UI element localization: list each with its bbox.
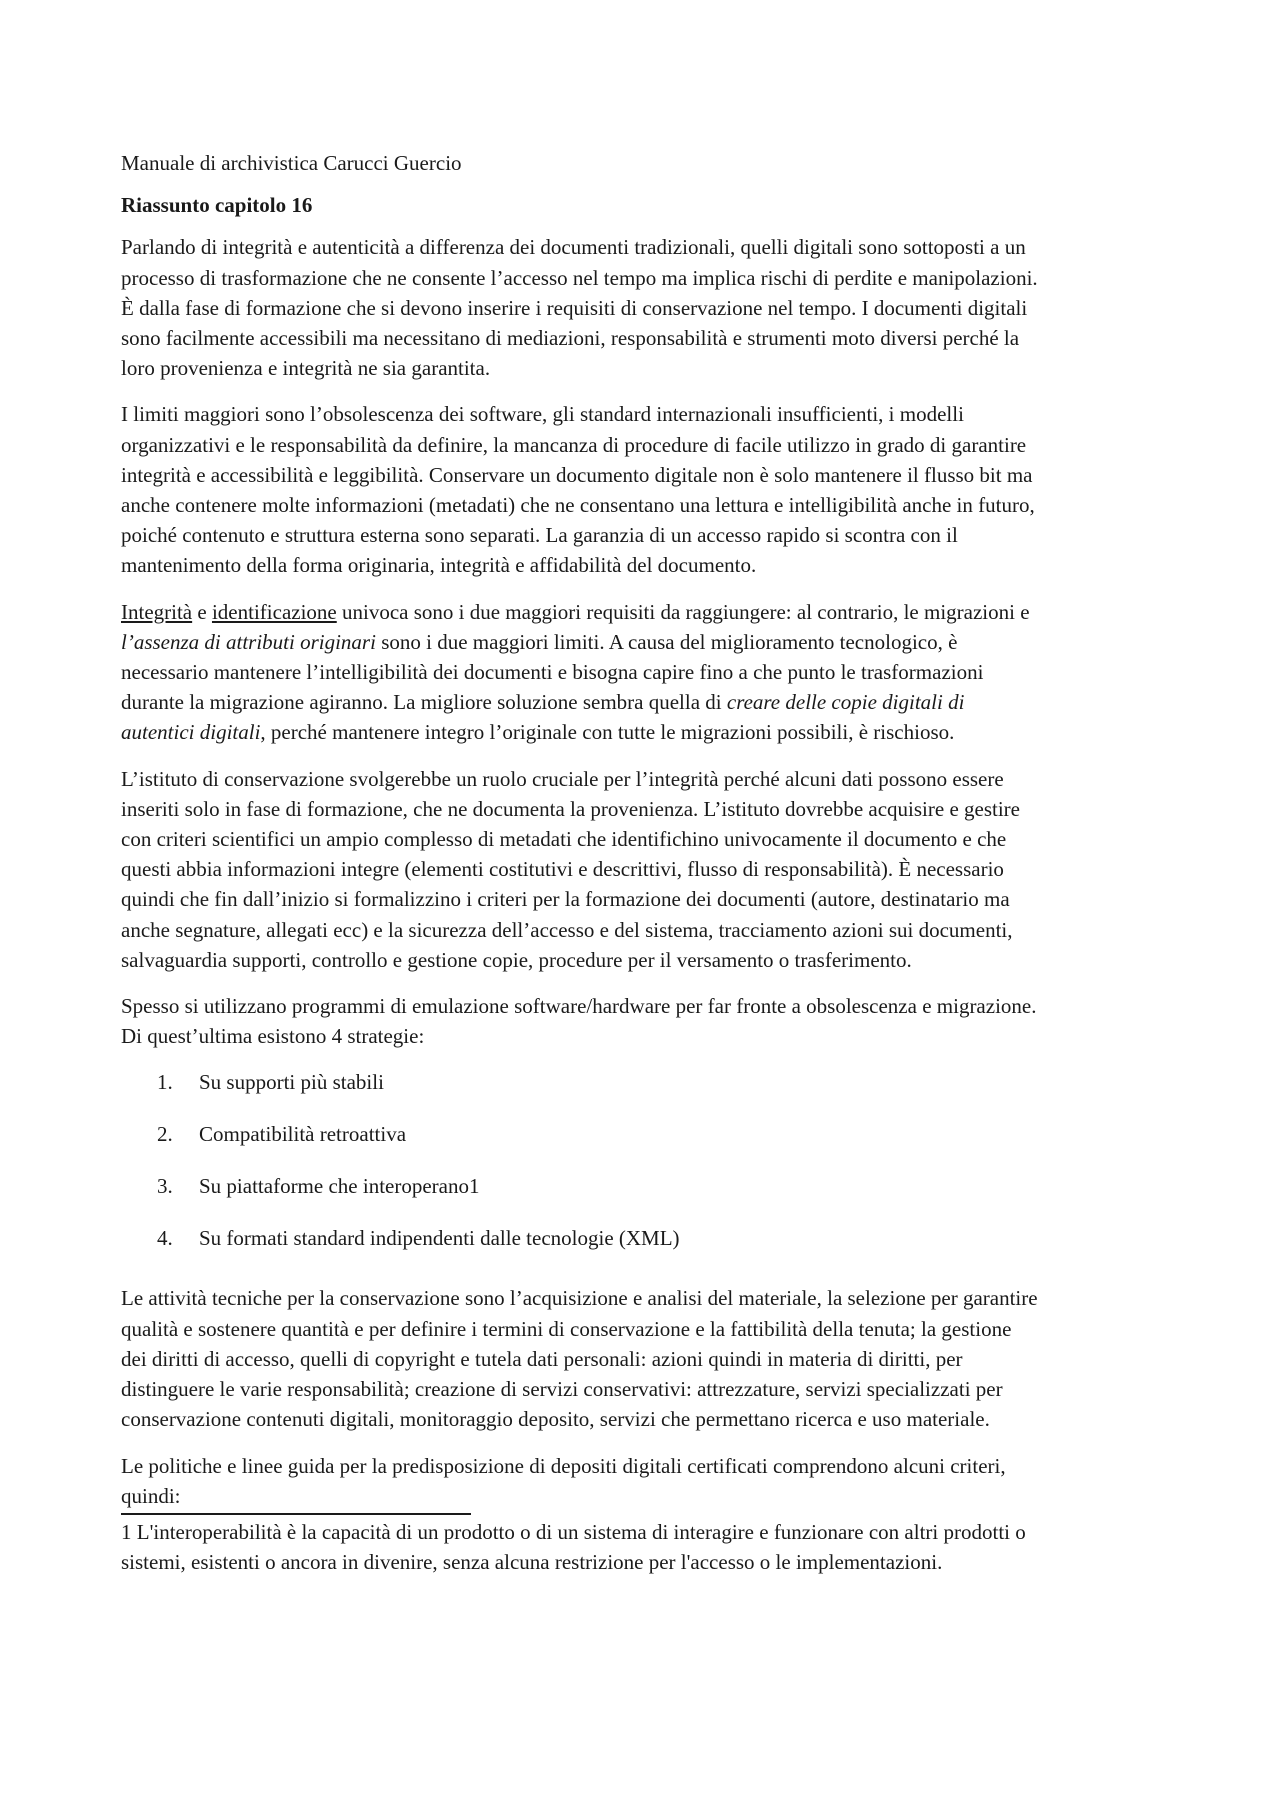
text-line: organizzativi e le responsabilità da definire, la mancanza di procedure di facile utilizzo in grado di garantire <box>121 432 1027 457</box>
text-run: univoca sono i due maggiori requisiti da raggiungere: al contrario, le migrazioni e <box>336 599 1030 624</box>
paragraph-requirements <box>121 597 1166 748</box>
list-item-text: Su supporti più stabili <box>199 1070 384 1095</box>
list-number: 3. <box>157 1174 173 1199</box>
list-item <box>121 1171 1166 1223</box>
text-line: inseriti solo in fase di formazione, che ne documenta la provenienza. L’istituto dovrebbe acquisire e gestire <box>121 796 1021 821</box>
text-line: Parlando di integrità e autenticità a differenza dei documenti tradizionali, quelli digitali sono sottoposti a un <box>121 235 1026 260</box>
underlined-term-integrita: Integrità <box>121 599 193 624</box>
text-line <box>121 627 1166 657</box>
paragraph-policies <box>121 1451 1166 1511</box>
list-item <box>121 1223 1166 1275</box>
text-line: qualità e sostenere quantità e per definire i termini di conservazione e la fattibilità della tenuta; la gestione <box>121 1316 1012 1341</box>
text-line: poiché contenuto e struttura esterna sono separati. La garanzia di un accesso rapido si scontra con il <box>121 523 958 548</box>
text-line: È dalla fase di formazione che si devono inserire i requisiti di conservazione nel tempo. I documenti digitali <box>121 295 1028 320</box>
text-line: anche segnature, allegati ecc) e la sicurezza dell’accesso e del sistema, tracciamento azioni sui documenti, <box>121 917 1013 942</box>
text-run: e <box>192 599 212 624</box>
text-line <box>121 597 1166 627</box>
text-line: conservazione contenuti digitali, monitoraggio deposito, servizi che permettano ricerca e uso materiale. <box>121 1407 990 1432</box>
underlined-term-identificazione: identificazione <box>211 599 337 624</box>
text-line <box>121 687 1166 717</box>
list-item-text: Su piattaforme che interoperano1 <box>199 1174 480 1199</box>
paragraph-activities <box>121 1283 1166 1434</box>
paragraph-integrity <box>121 232 1166 383</box>
text-line: quindi che fin dall’inizio si formalizzino i criteri per la formazione dei documenti (autore, destinatario ma <box>121 887 1010 912</box>
list-item-text: Su formati standard indipendenti dalle tecnologie (XML) <box>199 1226 680 1251</box>
text-line: sono facilmente accessibili ma necessitano di mediazioni, responsabilità e strumenti moto diversi perché la <box>121 326 1020 351</box>
list-item <box>121 1119 1166 1171</box>
text-line: loro provenienza e integrità ne sia garantita. <box>121 356 491 381</box>
list-number: 2. <box>157 1122 173 1147</box>
text-run: , perché mantenere integro l’originale con tutte le migrazioni possibili, è rischioso. <box>260 720 955 745</box>
text-line: questi abbia informazioni integre (elementi costitutivi e descrittivi, flusso di responsabilità). È necessario <box>121 857 1004 882</box>
footnote-line: 1 L'interoperabilità è la capacità di un prodotto o di un sistema di interagire e funzionare con altri prodotti o <box>121 1519 1026 1544</box>
text-line: mantenimento della forma originaria, integrità e affidabilità del documento. <box>121 553 757 578</box>
text-line: Spesso si utilizzano programmi di emulazione software/hardware per far fronte a obsolescenza e migrazione. <box>121 994 1037 1019</box>
paragraph-institute <box>121 764 1166 975</box>
text-line <box>121 717 1166 747</box>
text-line: L’istituto di conservazione svolgerebbe un ruolo cruciale per l’integrità perché alcuni dati possono essere <box>121 766 1004 791</box>
footnote-separator <box>121 1513 471 1515</box>
text-line: salvaguardia supporti, controllo e gestione copie, procedure per il versamento o trasferimento. <box>121 947 912 972</box>
text-line: necessario mantenere l’intelligibilità dei documenti e bisogna capire fino a che punto le trasformazioni <box>121 660 984 685</box>
paragraph-emulation <box>121 991 1166 1051</box>
text-line: Le attività tecniche per la conservazione sono l’acquisizione e analisi del materiale, la selezione per garantire <box>121 1286 1038 1311</box>
strategies-list <box>121 1067 1166 1275</box>
text-line: Di quest’ultima esistono 4 strategie: <box>121 1024 425 1049</box>
section-heading: Riassunto capitolo 16 <box>121 193 313 218</box>
document-page <box>121 148 1166 1577</box>
list-item-text: Compatibilità retroattiva <box>199 1122 407 1147</box>
text-run: durante la migrazione agiranno. La migliore soluzione sembra quella di <box>121 690 727 715</box>
footnote-line: sistemi, esistenti o ancora in divenire, senza alcuna restrizione per l'accesso o le implementazioni. <box>121 1550 943 1575</box>
list-item <box>121 1067 1166 1119</box>
list-number: 1. <box>157 1070 173 1095</box>
text-line: integrità e accessibilità e leggibilità. Conservare un documento digitale non è solo mantenere il flusso bit ma <box>121 462 1033 487</box>
text-line: distinguere le varie responsabilità; creazione di servizi conservativi: attrezzature, servizi specializzati per <box>121 1377 1003 1402</box>
italic-phrase: l’assenza di attributi originari <box>121 629 376 654</box>
text-line: processo di trasformazione che ne consente l’accesso nel tempo ma implica rischi di perdite e manipolazioni. <box>121 265 1038 290</box>
list-number: 4. <box>157 1226 173 1251</box>
paragraph-limits <box>121 399 1166 580</box>
text-line: Le politiche e linee guida per la predisposizione di depositi digitali certificati comprendono alcuni criteri, <box>121 1453 1006 1478</box>
text-run: sono i due maggiori limiti. A causa del miglioramento tecnologico, è <box>375 629 958 654</box>
text-line: I limiti maggiori sono l’obsolescenza dei software, gli standard internazionali insufficienti, i modelli <box>121 402 964 427</box>
italic-phrase: autentici digitali <box>121 720 261 745</box>
text-line: anche contenere molte informazioni (metadati) che ne consentano una lettura e intelligibilità anche in futuro, <box>121 493 1035 518</box>
document-title: Manuale di archivistica Carucci Guercio <box>121 151 462 175</box>
footnote <box>121 1517 1166 1577</box>
text-line: dei diritti di accesso, quelli di copyright e tutela dati personali: azioni quindi in materia di diritti, per <box>121 1346 963 1371</box>
italic-phrase: creare delle copie digitali di <box>726 690 965 715</box>
text-line: quindi: <box>121 1483 181 1508</box>
text-line: con criteri scientifici un ampio complesso di metadati che identifichino univocamente il documento e che <box>121 827 1007 852</box>
